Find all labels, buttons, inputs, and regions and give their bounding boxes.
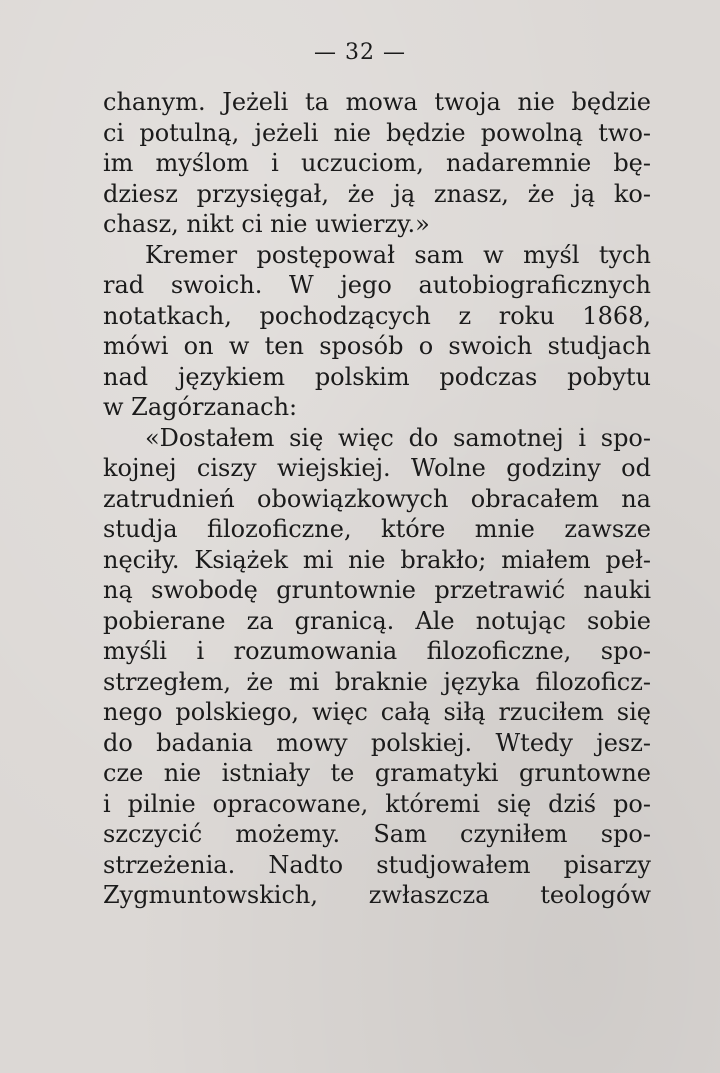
text-line: myśli i rozumowania filozoficzne, spo- [103,637,651,665]
text-line: chanym. Jeżeli ta mowa twoja nie będzie [103,88,651,116]
text-line: cze nie istniały te gramatyki gruntowne [103,759,651,787]
text-line: ci potulną, jeżeli nie będzie powolną two- [103,118,651,147]
text-line: mówi on w ten sposób o swoich studjach [103,332,651,360]
text-line: i pilnie opracowane, któremi się dziś po- [103,789,651,818]
text-line: ną swobodę gruntownie przetrawić nauki [103,576,651,604]
text-line: im myślom i uczuciom, nadaremnie bę- [103,149,651,177]
text-line: «Dostałem się więc do samotnej i spo- [145,423,651,452]
text-line: nego polskiego, więc całą siłą rzuciłem się [103,698,651,726]
text-line: Kremer postępował sam w myśl tych [145,240,651,269]
text-line: nad językiem polskim podczas pobytu [103,362,651,391]
text-line: nęciły. Książek mi nie brakło; miałem peł- [103,545,651,574]
text-line: notatkach, pochodzących z roku 1868, [103,301,651,330]
text-line: dziesz przysięgał, że ją znasz, że ją ko- [103,179,651,208]
text-line: strzegłem, że mi braknie języka filozoficz- [103,667,651,696]
text-line: Zygmuntowskich, zwłaszcza teologów [103,881,651,909]
page-number-header: — 32 — [314,40,406,65]
body-text [103,87,651,911]
text-line: rad swoich. W jego autobiograficznych [103,271,651,299]
text-line: chasz, nikt ci nie uwierzy.» [103,210,430,238]
text-line: szczycić możemy. Sam czyniłem spo- [103,820,651,848]
text-line: zatrudnień obowiązkowych obracałem na [103,484,651,513]
text-line: w Zagórzanach: [103,393,298,421]
text-line: strzeżenia. Nadto studjowałem pisarzy [103,850,651,879]
text-line: studja filozoficzne, które mnie zawsze [103,515,651,543]
text-line: pobierane za granicą. Ale notując sobie [103,606,651,635]
text-line: do badania mowy polskiej. Wtedy jesz- [103,728,651,757]
text-line: kojnej ciszy wiejskiej. Wolne godziny od [103,454,651,482]
